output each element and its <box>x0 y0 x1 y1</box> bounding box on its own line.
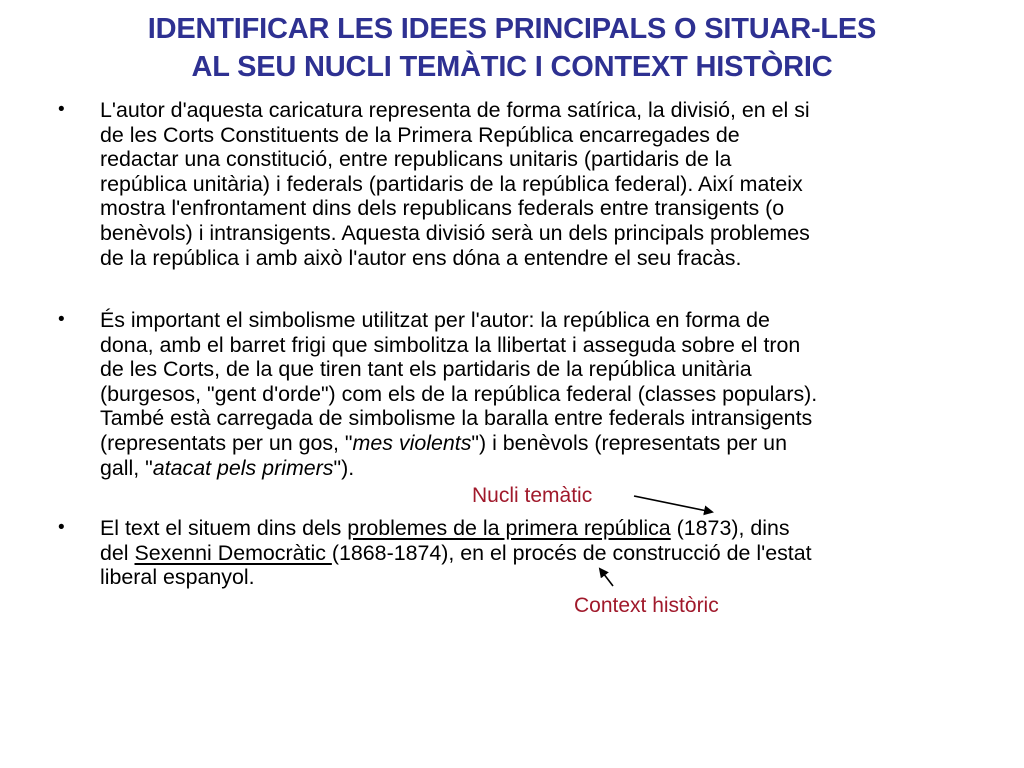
italic-quote: mes violents <box>352 430 472 455</box>
underlined-thematic-nucleus: problemes de la primera república <box>347 516 671 540</box>
text-segment: (representats per un gos, " <box>100 430 353 455</box>
text-line: benèvols) i intransigents. Aquesta divisió serà un dels principals problemes <box>100 220 810 245</box>
text-line <box>100 516 968 541</box>
text-segment: ") i benèvols (representats per un <box>471 430 787 455</box>
text-line: de les Corts Constituents de la Primera República encarregades de <box>100 122 740 147</box>
bullet-marker: • <box>58 99 65 120</box>
bullet-marker: • <box>58 517 65 538</box>
text-line: (burgesos, "gent d'orde") com els de la república federal (classes populars). <box>100 381 818 406</box>
text-line: És important el simbolisme utilitzat per l'autor: la república en forma de <box>100 308 770 332</box>
arrow-to-nucli <box>634 496 712 512</box>
text-line: de la república i amb això l'autor ens dóna a entendre el seu fracàs. <box>100 245 742 270</box>
text-line: liberal espanyol. <box>100 565 255 590</box>
bullet-text <box>100 308 968 480</box>
text-segment: El text el situem dins dels <box>100 516 348 540</box>
underlined-historical-context: Sexenni Democràtic <box>134 540 332 565</box>
text-line <box>100 431 968 456</box>
text-segment: gall, " <box>100 455 153 480</box>
text-line: També està carregada de simbolisme la baralla entre federals intransigents <box>100 406 813 431</box>
text-line: L'autor d'aquesta caricatura representa de forma satírica, la divisió, en el si <box>100 98 810 122</box>
text-line: república unitària) i federals (partidaris de la república federal). Així mateix <box>100 171 803 196</box>
title-line-1: IDENTIFICAR LES IDEES PRINCIPALS O SITUAR-LES <box>147 13 877 45</box>
text-line: redactar una constitució, entre republicans unitaris (partidaris de la <box>100 147 732 172</box>
text-line <box>100 456 968 481</box>
text-line <box>100 541 968 566</box>
text-segment: del <box>100 540 135 565</box>
slide-title <box>40 10 984 86</box>
italic-quote: atacat pels primers <box>152 455 334 480</box>
bullet-text <box>100 516 968 590</box>
text-line: mostra l'enfrontament dins dels republicans federals entre transigents (o <box>100 196 785 221</box>
text-line: dona, amb el barret frigi que simbolitza la llibertat i asseguda sobre el tron <box>100 332 801 357</box>
text-segment: (1868-1874), en el procés de construcció de l'estat <box>331 540 812 565</box>
text-segment: "). <box>333 455 355 480</box>
bullet-marker: • <box>58 309 65 330</box>
title-line-2: AL SEU NUCLI TEMÀTIC I CONTEXT HISTÒRIC <box>191 51 833 83</box>
text-line: de les Corts, de la que tiren tant els partidaris de la república unitària <box>100 357 752 382</box>
annotation-context-historic: Context històric <box>574 594 719 617</box>
text-segment: (1873), dins <box>670 516 790 540</box>
annotation-nucli-tematic: Nucli temàtic <box>472 484 593 507</box>
bullet-text <box>100 98 968 270</box>
